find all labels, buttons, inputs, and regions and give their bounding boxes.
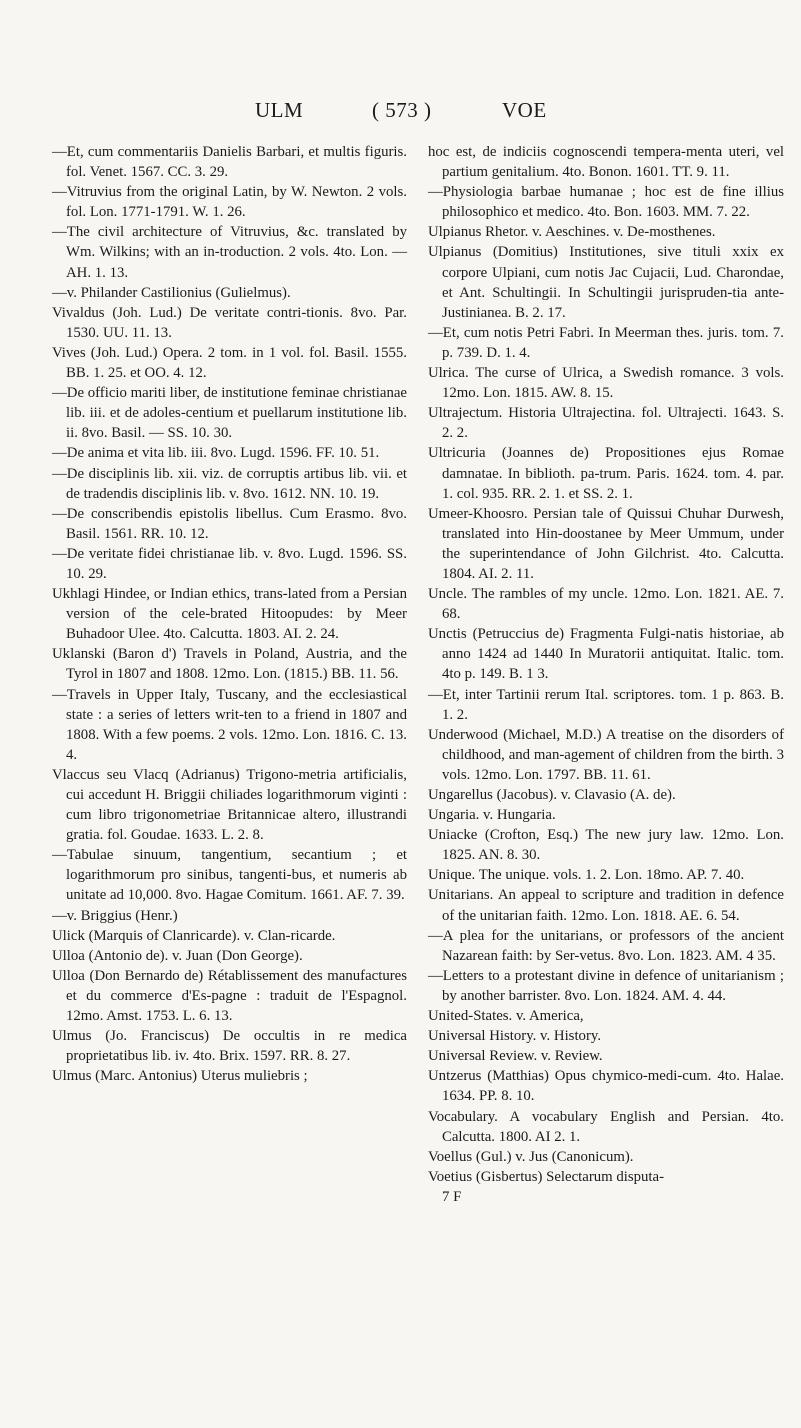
running-head	[0, 98, 801, 130]
catalogue-entry: Umeer-Khoosro. Persian tale of Quissui Chuhar Durwesh, translated into Hin-doostanee by Meer Ummum, under the superintendance of John Gilchrist. 4to. Calcutta. 1804. AI. 2. 11.	[428, 505, 784, 582]
catalogue-entry: —Et, cum notis Petri Fabri. In Meerman thes. juris. tom. 7. p. 739. D. 1. 4.	[428, 324, 784, 361]
catalogue-entry: Vocabulary. A vocabulary English and Persian. 4to. Calcutta. 1800. AI 2. 1.	[428, 1108, 784, 1145]
catalogue-entry: —Et, inter Tartinii rerum Ital. scriptores. tom. 1 p. 863. B. 1. 2.	[428, 686, 784, 723]
catalogue-entry: hoc est, de indiciis cognoscendi tempera-menta uteri, vel partium genitalium. 4to. Bonon. 1601. TT. 9. 11.	[428, 144, 784, 181]
catalogue-entry: Unitarians. An appeal to scripture and tradition in defence of the unitarian faith. 12mo. Lon. 1818. AE. 6. 54.	[428, 887, 784, 924]
catalogue-entry: —The civil architecture of Vitruvius, &c. translated by Wm. Wilkins; with an in-troduction. 2 vols. 4to. Lon. — AH. 1. 13.	[52, 224, 407, 281]
catalogue-entry: Untzerus (Matthias) Opus chymico-medi-cum. 4to. Halae. 1634. PP. 8. 10.	[428, 1068, 784, 1105]
catalogue-entry: —v. Briggius (Henr.)	[52, 907, 178, 924]
catalogue-entry: Universal Review. v. Review.	[428, 1048, 603, 1065]
catalogue-entry: Ulmus (Marc. Antonius) Uterus muliebris ;	[52, 1068, 308, 1085]
catalogue-entry: Voellus (Gul.) v. Jus (Canonicum).	[428, 1148, 634, 1165]
catalogue-entry: Ulpianus Rhetor. v. Aeschines. v. De-mosthenes.	[428, 224, 716, 241]
catalogue-entry: —Travels in Upper Italy, Tuscany, and the ecclesiastical state : a series of letters writ-ten to a friend in 1807 and 1808. With a few poems. 2 vols. 12mo. Lon. 1816. C. 13. 4.	[52, 686, 407, 763]
catalogue-entry: Ultricuria (Joannes de) Propositiones ejus Romae damnatae. In biblioth. pa-trum. Paris. 1624. tom. 4. par. 1. col. 935. RR. 2. 1. et SS. 2. 1.	[428, 445, 784, 502]
catalogue-entry: Uniacke (Crofton, Esq.) The new jury law. 12mo. Lon. 1825. AN. 8. 30.	[428, 827, 784, 864]
catalogue-entry: Ulpianus (Domitius) Institutiones, sive tituli xxix ex corpore Ulpiani, cum notis Jac Cujacii, Lud. Charondae, et Ant. Schultingii. In Schultingii jurispruden-tia ante-Justinianea. B. 2. 17.	[428, 244, 784, 321]
catalogue-entry: Voetius (Gisbertus) Selectarum disputa-	[428, 1168, 665, 1185]
signature-mark: 7 F	[442, 1188, 462, 1205]
catalogue-entry: —De anima et vita lib. iii. 8vo. Lugd. 1596. FF. 10. 51.	[52, 445, 380, 462]
catalogue-entry: —Tabulae sinuum, tangentium, secantium ; et logarithmorum pro sinibus, tangenti-bus, et numeris ab unitate ad 10,000. 8vo. Hagae Comitum. 1661. AF. 7. 39.	[52, 847, 407, 904]
catalogue-entry: Universal History. v. History.	[428, 1028, 602, 1045]
catalogue-entry: Ulrica. The curse of Ulrica, a Swedish romance. 3 vols. 12mo. Lon. 1815. AW. 8. 15.	[428, 365, 784, 402]
catalogue-entry: Vives (Joh. Lud.) Opera. 2 tom. in 1 vol. fol. Basil. 1555. BB. 1. 25. et OO. 4. 12.	[52, 344, 407, 382]
catalogue-entry: —A plea for the unitarians, or professors of the ancient Nazarean faith: by Ser-vetus. 8vo. Lon. 1823. AM. 4 35.	[428, 927, 784, 964]
catalogue-entry: —Vitruvius from the original Latin, by W. Newton. 2 vols. fol. Lon. 1771-1791. W. 1. 26.	[52, 184, 407, 221]
left-column	[52, 142, 407, 1086]
catalogue-entry: Ulick (Marquis of Clanricarde). v. Clan-ricarde.	[52, 927, 336, 944]
catalogue-entry: Unctis (Petruccius de) Fragmenta Fulgi-natis historiae, ab anno 1424 ad 1440 In Muratorii antiquitat. Italic. tom. 4to p. 149. B. 1 3.	[428, 626, 784, 683]
catalogue-entry: —Physiologia barbae humanae ; hoc est de fine illius philosophico et medico. 4to. Bon. 1603. MM. 7. 22.	[428, 184, 784, 221]
catalogue-entry: Ungaria. v. Hungaria.	[428, 807, 556, 824]
catalogue-entry: Ungarellus (Jacobus). v. Clavasio (A. de).	[428, 787, 676, 803]
catalogue-entry: Vivaldus (Joh. Lud.) De veritate contri-tionis. 8vo. Par. 1530. UU. 11. 13.	[52, 304, 407, 341]
catalogue-entry: Ulmus (Jo. Franciscus) De occultis in re medica proprietatibus lib. iv. 4to. Brix. 1597. RR. 8. 27.	[52, 1028, 407, 1065]
page-number: ( 573 )	[372, 98, 432, 122]
catalogue-entry: Uklanski (Baron d') Travels in Poland, Austria, and the Tyrol in 1807 and 1808. 12mo. Lon. (1815.) BB. 11. 56.	[52, 646, 407, 683]
catalogue-entry: —De officio mariti liber, de institutione feminae christianae lib. iii. et de adoles-centium et puellarum institutione lib. ii. 8vo. Basil. — SS. 10. 30.	[52, 385, 407, 442]
catalogue-entry: Unique. The unique. vols. 1. 2. Lon. 18mo. AP. 7. 40.	[428, 867, 745, 884]
catalogue-entry: Ultrajectum. Historia Ultrajectina. fol. Ultrajecti. 1643. S. 2. 2.	[428, 405, 784, 442]
catalogue-entry: —De veritate fidei christianae lib. v. 8vo. Lugd. 1596. SS. 10. 29.	[52, 545, 407, 582]
header-left-word: ULM	[255, 98, 304, 122]
header-right-word: VOE	[502, 98, 547, 122]
catalogue-entry: Underwood (Michael, M.D.) A treatise on the disorders of childhood, and man-agement of children from the birth. 3 vols. 12mo. Lon. 1797. BB. 11. 61.	[428, 726, 784, 783]
right-column	[428, 142, 784, 1207]
catalogue-entry: Uncle. The rambles of my uncle. 12mo. Lon. 1821. AE. 7. 68.	[428, 586, 784, 623]
catalogue-entry: —De disciplinis lib. xii. viz. de corruptis artibus lib. vii. et de tradendis disciplinis lib. v. 8vo. 1612. NN. 10. 19.	[52, 465, 407, 502]
catalogue-entry: Vlaccus seu Vlacq (Adrianus) Trigono-metria artificialis, cui accedunt H. Briggii chiliades logarithmorum viginti : cum libro trigonometriae Britannicae altero, illustrandi gratia. fol. Goudae. 1633. L. 2. 8.	[52, 766, 407, 844]
catalogue-entry: —v. Philander Castilionius (Gulielmus).	[52, 284, 291, 301]
catalogue-entry: United-States. v. America,	[428, 1008, 584, 1025]
catalogue-entry: Ulloa (Antonio de). v. Juan (Don George).	[52, 947, 303, 964]
catalogue-entry: —Letters to a protestant divine in defence of unitarianism ; by another barrister. 8vo. Lon. 1824. AM. 4. 44.	[428, 967, 784, 1004]
catalogue-entry: Ulloa (Don Bernardo de) Rétablissement des manufactures et du commerce d'Es-pagne : traduit de l'Espagnol. 12mo. Amst. 1753. L. 6. 13.	[52, 967, 407, 1025]
catalogue-entry: —De conscribendis epistolis libellus. Cum Erasmo. 8vo. Basil. 1561. RR. 10. 12.	[52, 505, 407, 542]
catalogue-entry: Ukhlagi Hindee, or Indian ethics, trans-lated from a Persian version of the cele-brated Hitoopudes: by Meer Buhadoor Ulee. 4to. Calcutta. 1803. AI. 2. 24.	[52, 586, 407, 643]
catalogue-entry: —Et, cum commentariis Danielis Barbari, et multis figuris. fol. Venet. 1567. CC. 3. 29.	[52, 144, 407, 181]
